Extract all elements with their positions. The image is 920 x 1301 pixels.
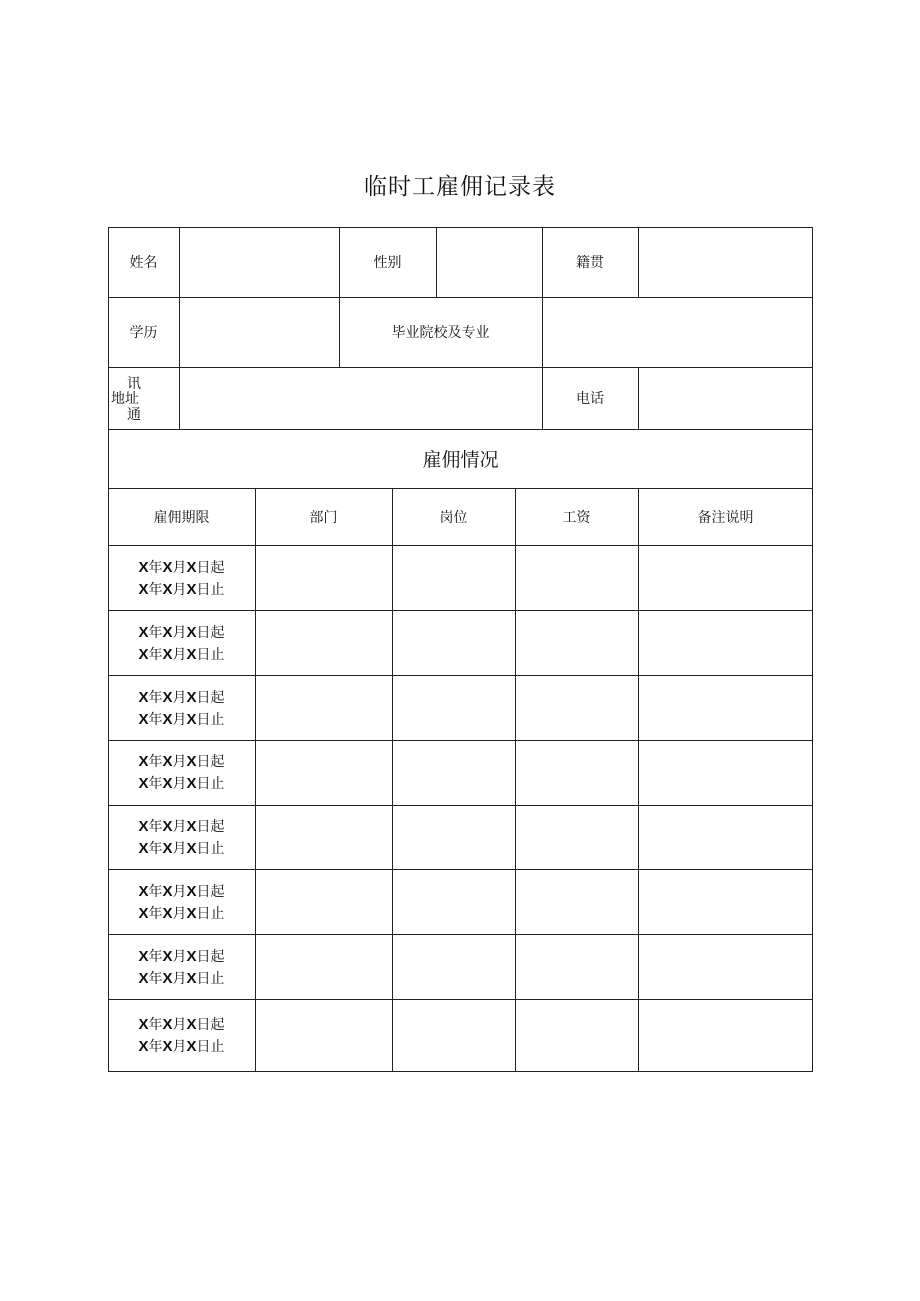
table-rule: [515, 488, 516, 1072]
period-end: X年X月X日止: [138, 646, 225, 663]
header-department: 部门: [309, 509, 338, 526]
period-end: X年X月X日止: [138, 905, 225, 922]
employment-period: [108, 1014, 255, 1058]
period-start: X年X月X日起: [138, 948, 225, 965]
period-start: X年X月X日起: [138, 753, 225, 770]
native-place-field[interactable]: [639, 228, 812, 297]
table-rule: [108, 869, 813, 870]
employment-period: [108, 557, 255, 601]
period-end: X年X月X日止: [138, 970, 225, 987]
table-rule: [108, 999, 813, 1000]
period-end: X年X月X日止: [138, 775, 225, 792]
gender-label: 性别: [373, 255, 402, 271]
address-label-top: 讯: [127, 376, 141, 392]
employment-period: [108, 622, 255, 666]
address-label: 地址: [111, 391, 139, 407]
header-remarks: 备注说明: [697, 509, 754, 526]
education-field[interactable]: [180, 298, 339, 367]
table-rule: [392, 488, 393, 1072]
employment-period: [108, 946, 255, 990]
employment-period: [108, 751, 255, 795]
period-start: X年X月X日起: [138, 689, 225, 706]
page-title: 临时工雇佣记录表: [364, 174, 556, 200]
period-end: X年X月X日止: [138, 840, 225, 857]
name-field[interactable]: [180, 228, 339, 297]
table-rule: [255, 488, 256, 1072]
native-place-label: 籍贯: [576, 255, 604, 271]
header-position: 岗位: [439, 509, 468, 526]
education-label: 学历: [129, 325, 158, 341]
period-end: X年X月X日止: [138, 581, 225, 598]
period-start: X年X月X日起: [138, 818, 225, 835]
school-major-label: 毕业院校及专业: [391, 325, 490, 341]
address-field[interactable]: [180, 368, 542, 429]
table-rule: [108, 740, 813, 741]
school-major-field[interactable]: [543, 298, 812, 367]
table-rule: [108, 934, 813, 935]
table-rule: [638, 488, 639, 1072]
table-rule: [108, 675, 813, 676]
period-start: X年X月X日起: [138, 559, 225, 576]
period-start: X年X月X日起: [138, 624, 225, 641]
address-label-bottom: 通: [127, 407, 141, 423]
phone-label: 电话: [576, 391, 604, 407]
employment-section-title: 雇佣情况: [422, 449, 499, 471]
table-rule: [108, 545, 813, 546]
employment-period: [108, 687, 255, 731]
period-start: X年X月X日起: [138, 883, 225, 900]
period-end: X年X月X日止: [138, 1038, 225, 1055]
employment-period: [108, 816, 255, 860]
phone-field[interactable]: [639, 368, 812, 429]
table-rule: [108, 805, 813, 806]
table-rule: [108, 610, 813, 611]
header-salary: 工资: [562, 509, 591, 526]
period-start: X年X月X日起: [138, 1016, 225, 1033]
employment-period: [108, 881, 255, 925]
name-label: 姓名: [129, 255, 158, 271]
header-period: 雇佣期限: [153, 509, 210, 526]
gender-field[interactable]: [437, 228, 542, 297]
period-end: X年X月X日止: [138, 711, 225, 728]
